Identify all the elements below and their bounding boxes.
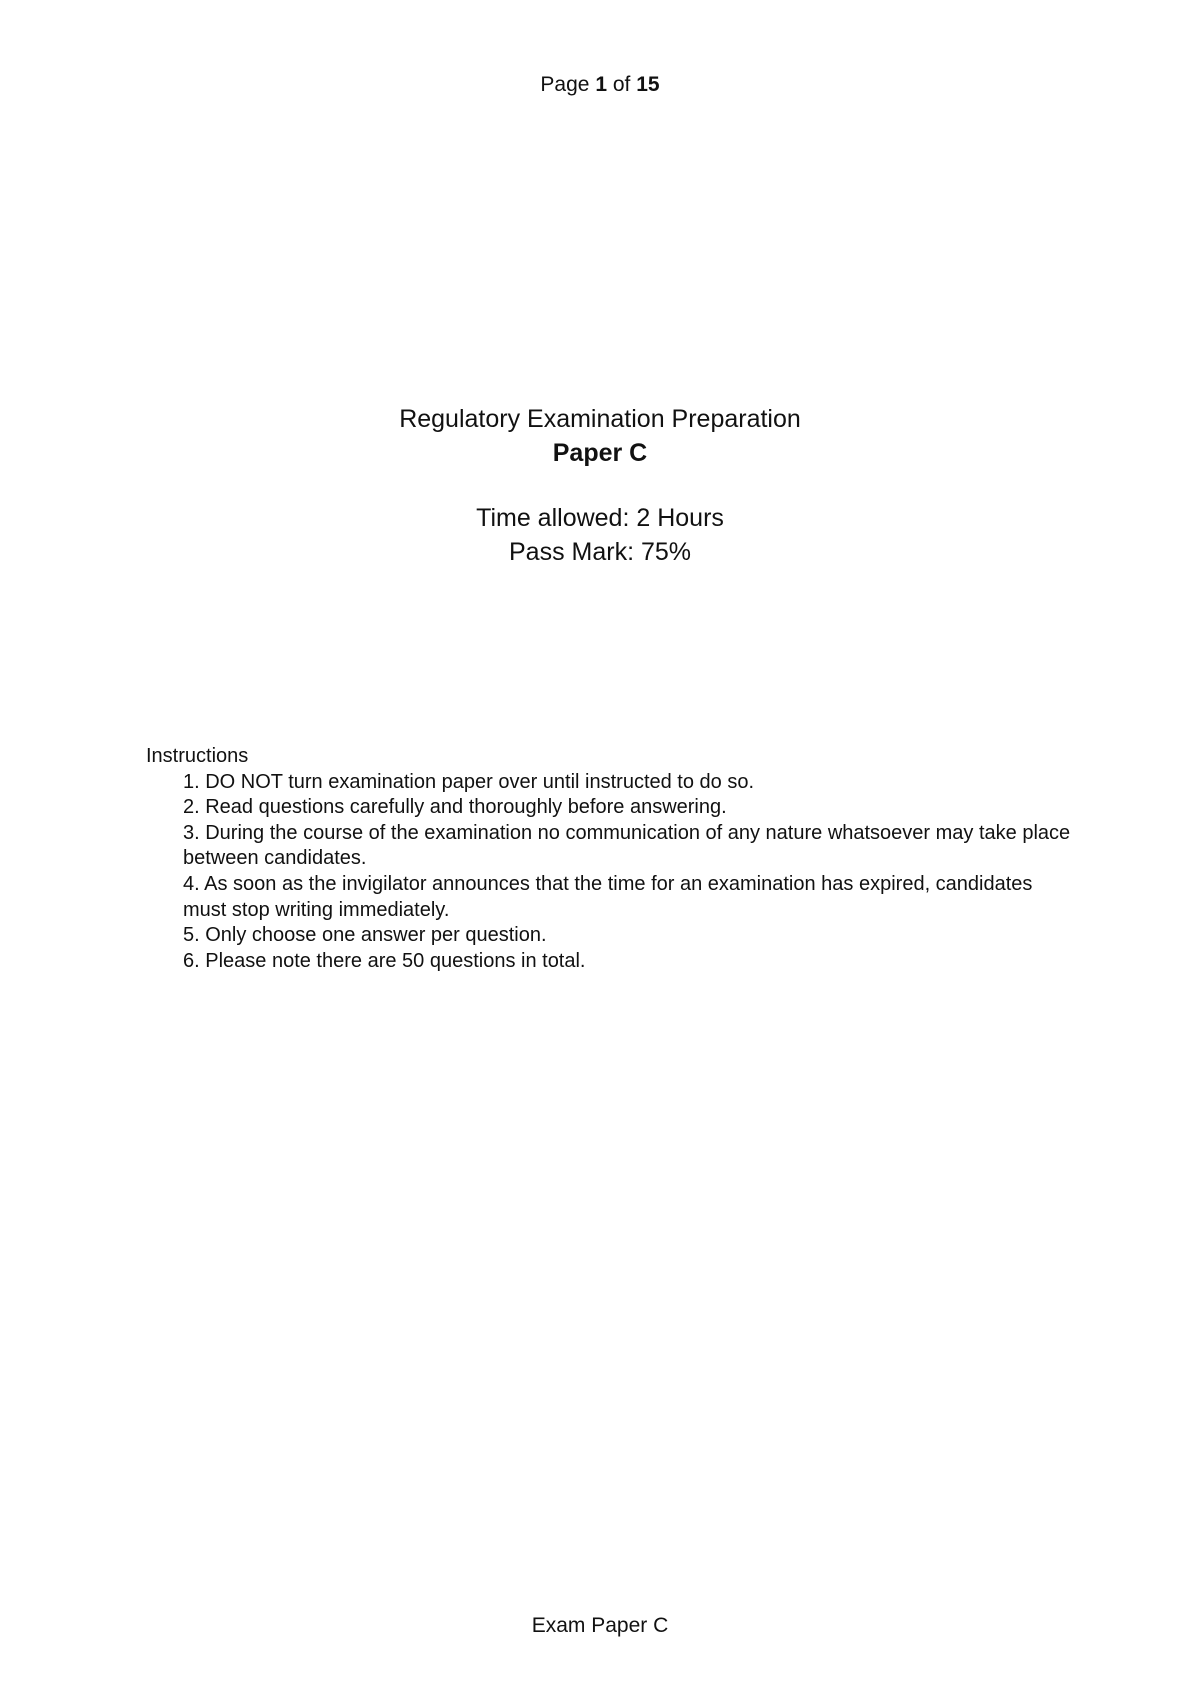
total-pages-number: 15: [636, 73, 660, 96]
time-allowed: Time allowed: 2 Hours: [476, 504, 724, 532]
paper-name: Paper C: [552, 439, 648, 467]
current-page-number: 1: [595, 73, 607, 96]
page-header: [0, 72, 1200, 98]
instruction-item-2: 2. Read questions carefully and thoroughly before answering.: [183, 796, 727, 819]
title-spacer: [0, 470, 1200, 501]
page-footer: Exam Paper C: [531, 1614, 669, 1637]
instructions-list: [146, 770, 1076, 975]
instruction-item-6: 6. Please note there are 50 questions in total.: [183, 949, 586, 972]
instruction-item-4: 4. As soon as the invigilator announces that the time for an examination has expired, candidates must stop writing immediately.: [183, 872, 1033, 921]
page-prefix: Page: [540, 73, 590, 96]
document-title: Regulatory Examination Preparation: [399, 405, 801, 433]
instruction-item-3: 3. During the course of the examination no communication of any nature whatsoever may take place between candidates.: [183, 821, 1071, 870]
instruction-item-1: 1. DO NOT turn examination paper over until instructed to do so.: [183, 770, 755, 793]
instructions-heading: Instructions: [146, 745, 249, 767]
instructions-section: [146, 744, 1076, 974]
page-of-label: of: [612, 73, 631, 96]
pass-mark: Pass Mark: 75%: [508, 538, 691, 566]
instruction-item-5: 5. Only choose one answer per question.: [183, 924, 547, 947]
cover-title-block: [0, 402, 1200, 569]
